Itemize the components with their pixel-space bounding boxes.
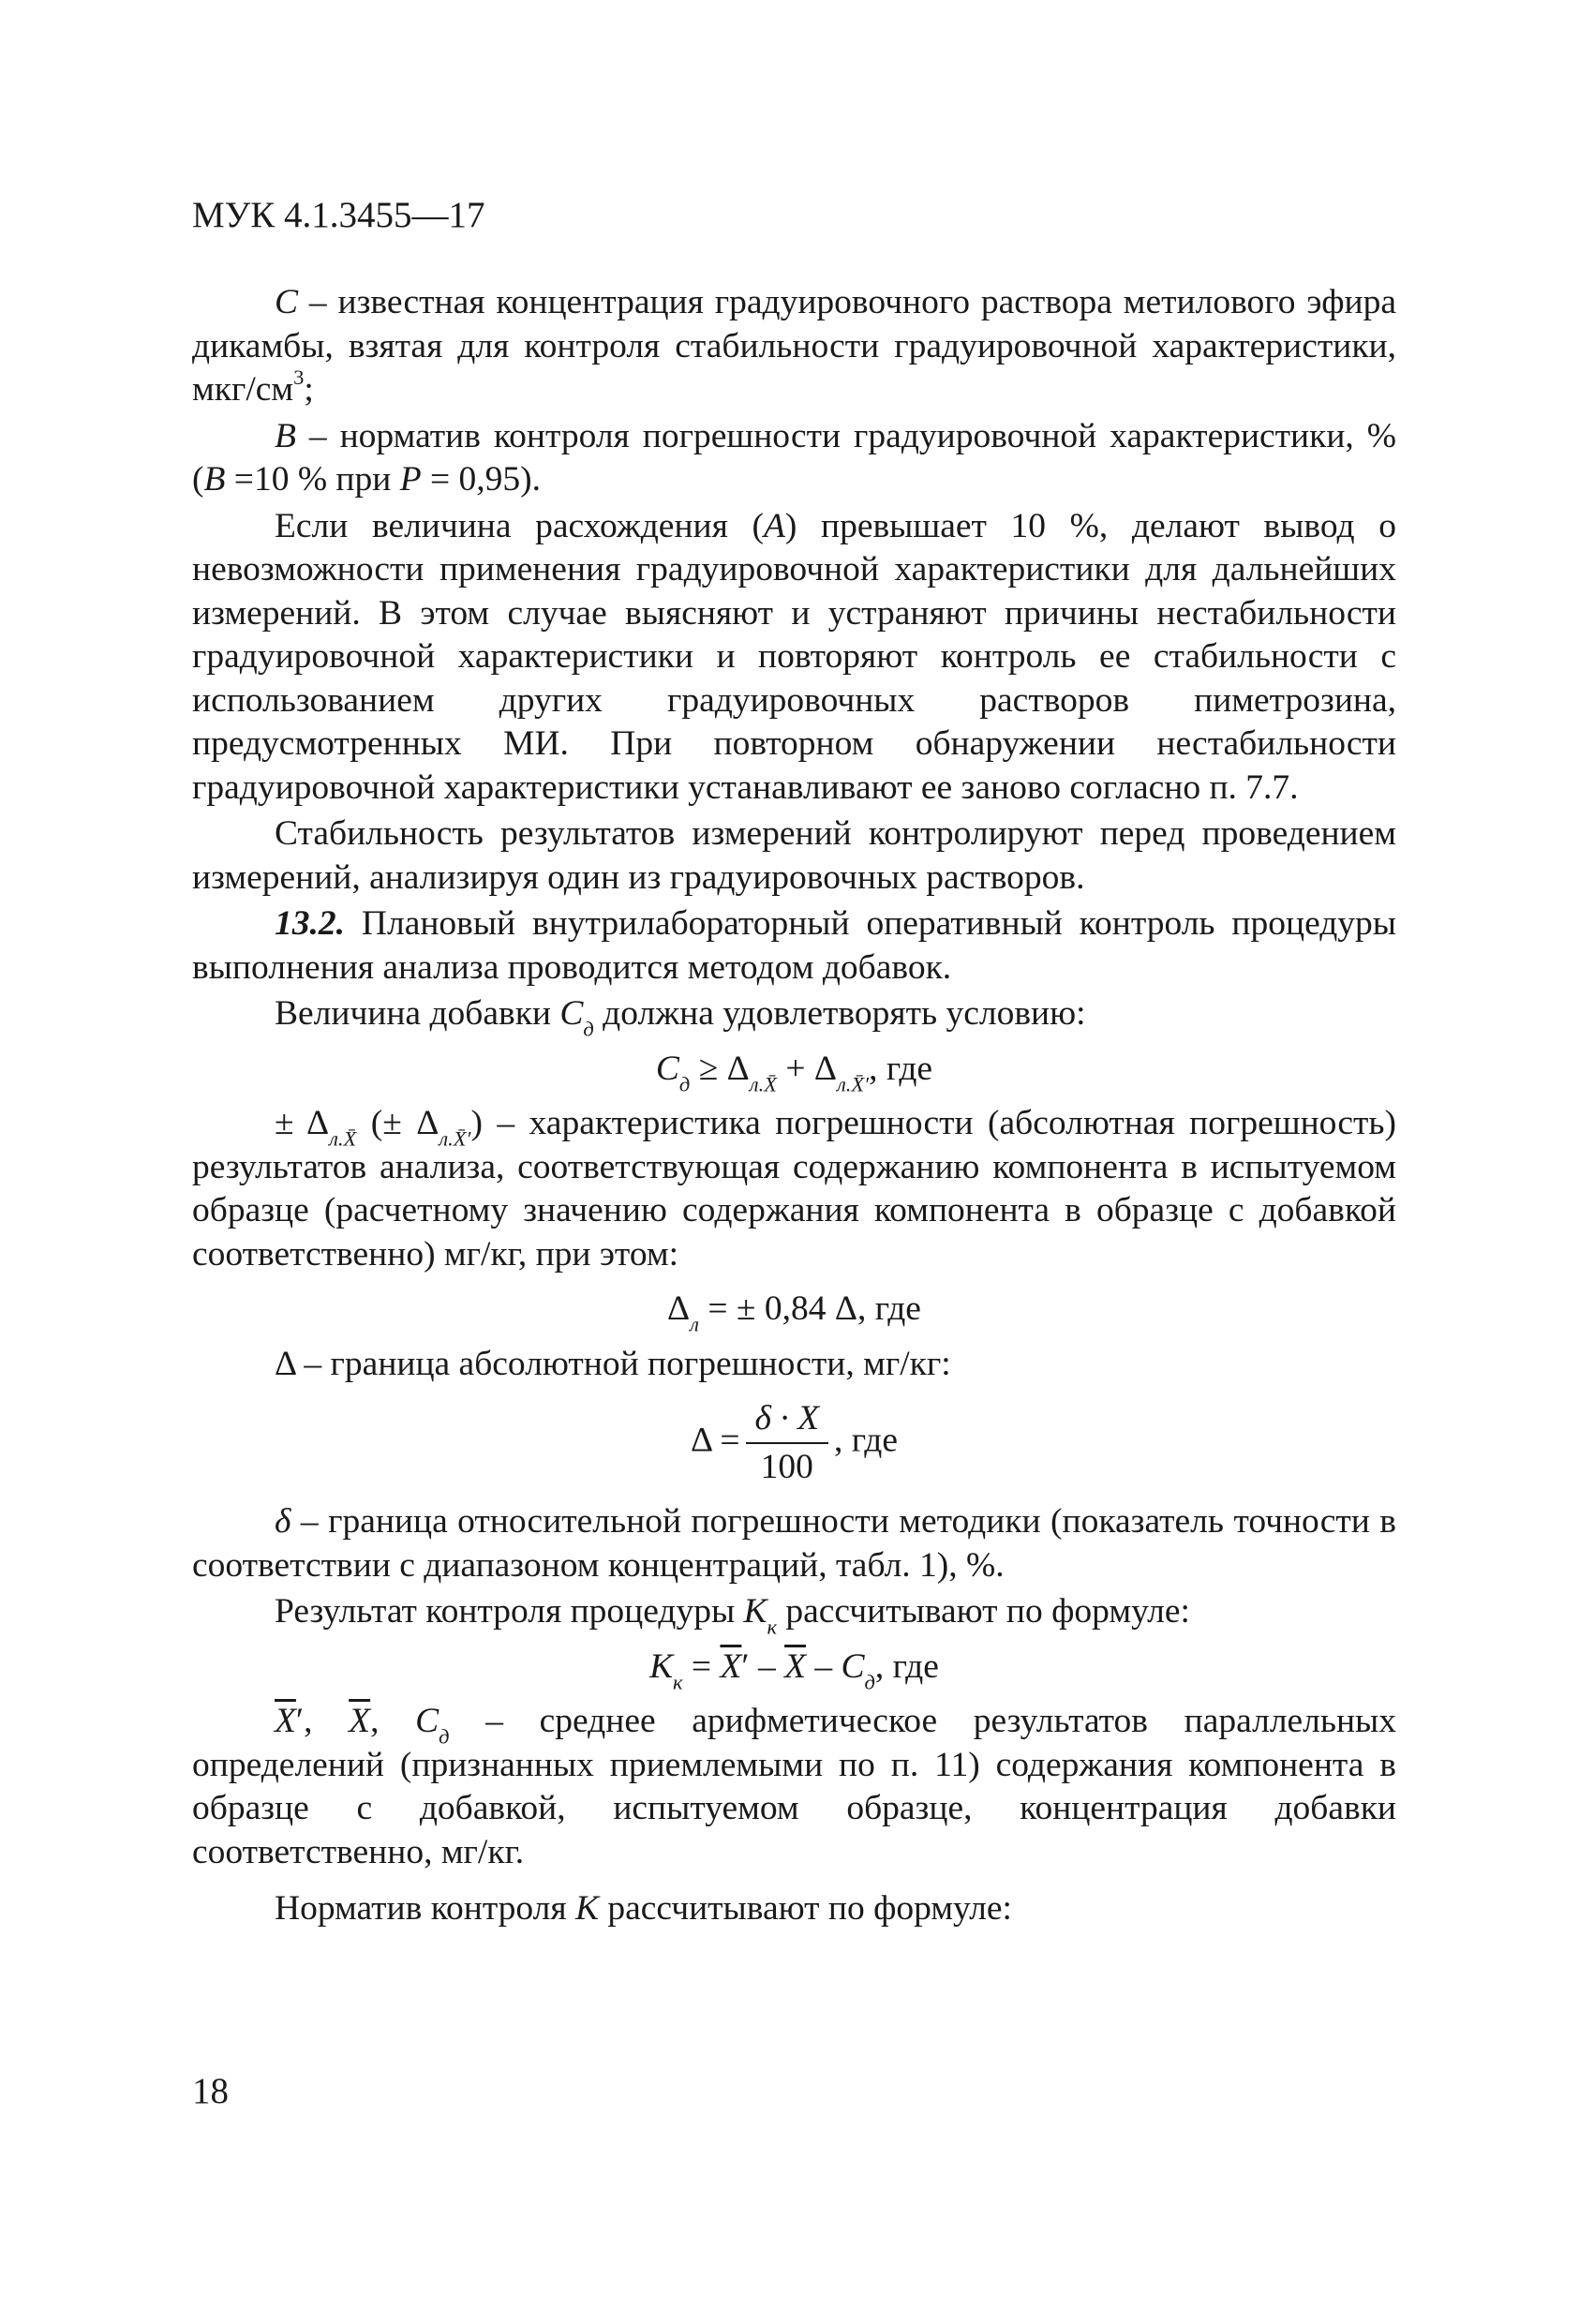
formula-delta: Δ = $\frac{\delta \cdot X}{100}$ , где [192,1397,1396,1489]
paragraph-error-characteristic: ± $\Delta_{л.X̄}$ (± $\Delta_{л.X̄'}$) – характеристика погрешности (абсолютная погрешность) результатов анализа, соответствующая содержанию компонента в испытуемом образце (расчетному значению содержания компонента в образце с добавкой соответственно) мг/кг, при этом: [192,1104,1396,1274]
paragraph-stability: Стабильность результатов измерений контролируют перед проведением измерений, анализируя один из градуировочных растворов. [192,814,1396,897]
document-body [192,281,1396,1931]
paragraph-section-13-2: 13.2. Плановый внутрилабораторный оперативный контроль процедуры выполнения анализа проводится методом добавок. [192,904,1396,987]
paragraph-c-definition: С – известная концентрация градуировочного раствора метилового эфира дикамбы, взятая для контроля стабильности градуировочной характеристики, мкг/$см^3$; [192,283,1396,409]
paragraph-norm-formula: Норматив контроля К рассчитывают по формуле: [275,1889,1012,1928]
paragraph-relative-error: δ – граница относительной погрешности методики (показатель точности в соответствии с диапазоном концентраций, табл. 1), %. [192,1502,1396,1585]
paragraph-mean-definition: $\overline{X}'$, $\overline{X}$, $С_д$ – среднее арифметическое результатов параллельных определений (признанных приемлемыми по п. 11) содержания компонента в образце с добавкой, испытуемом образце, концентрация добавки соответственно, мг/кг. [192,1702,1397,1871]
formula-delta-l: $\Delta_л$ = ± 0,84 Δ, где [667,1289,921,1336]
paragraph-discrepancy: Если величина расхождения (А) превышает 10 %, делают вывод о невозможности применения градуировочной характеристики для дальнейших измерений. В этом случае выясняют и устраняют причины нестабильности градуировочной характеристики и повторяют контроль ее стабильности с использованием других градуировочных растворов пиметрозина, предусмотренных МИ. При повторном обнаружении нестабильности градуировочной характеристики устанавливают ее заново согласно п. 7.7. [192,506,1397,807]
formula-additive-condition: $C_д \ge \Delta_{л.X̄} + \Delta_{л.X̄'}$, где [655,1049,933,1095]
section-number: 13.2. [275,904,345,943]
fraction: $\frac{\delta \cdot X}{100}$ [746,1397,828,1489]
formula-control-result: $К_к = \overline{X}' - \overline{X} - С_д$, где [649,1646,939,1693]
paragraph-additive-condition: Величина добавки $С_д$ должна удовлетворять условию: [275,994,1086,1041]
paragraph-control-result: Результат контроля процедуры $К_к$ рассчитывают по формуле: [275,1592,1190,1639]
document-header-code: МУК 4.1.3455—17 [192,195,485,235]
paragraph-b-definition: В – норматив контроля погрешности градуировочной характеристики, % (В =10 % при Р = 0,95). [192,416,1396,499]
page-number: 18 [192,2071,229,2111]
paragraph-absolute-error: Δ – граница абсолютной погрешности, мг/кг: [275,1344,951,1383]
